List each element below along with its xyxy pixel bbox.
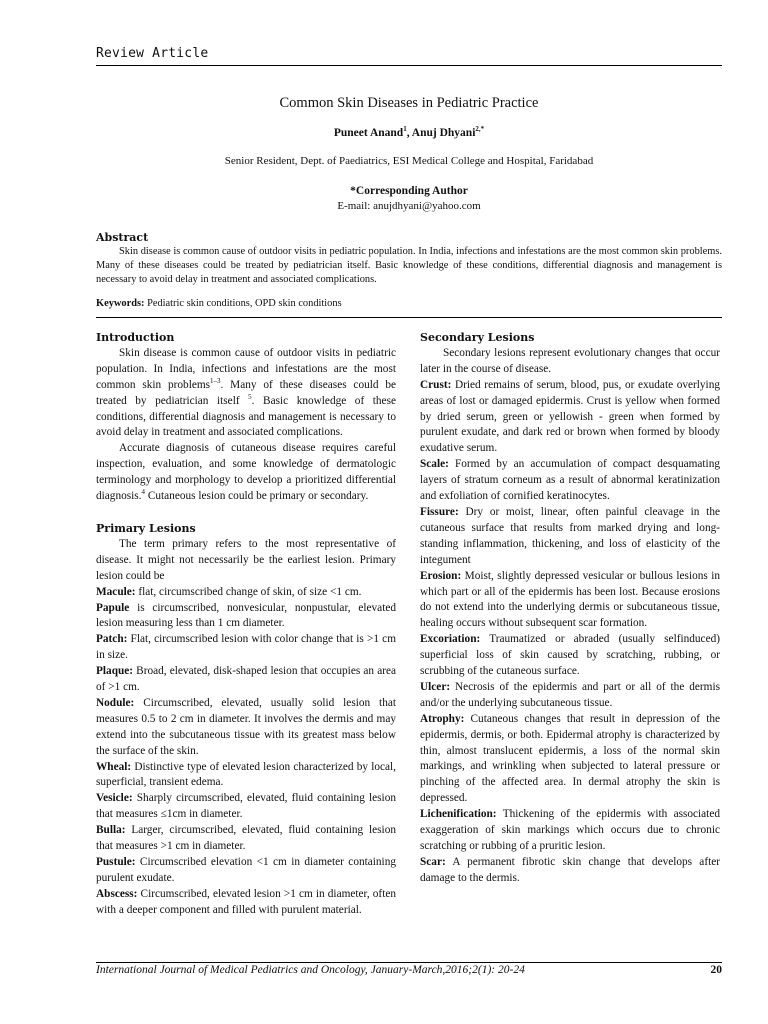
definition-item: Patch: Flat, circumscribed lesion with color change that is >1 cm in size. xyxy=(96,633,396,662)
author-1: Puneet Anand xyxy=(333,127,404,139)
definition-item: Scale: Formed by an accumulation of compact desquamating layers of stratum corneum as a result of abnormal keratinization and exfoliation of cornified keratinocytes. xyxy=(420,458,720,503)
abstract-text: Skin disease is common cause of outdoor visits in pediatric population. In India, infections and infestations are the most common skin problems. Many of these diseases could be treated by pediatrician itself. Basic knowledge of these conditions, differential diagnosis and management is necessary to avoid delay in treatment and associated complications. xyxy=(96,246,722,285)
definition-item: Wheal: Distinctive type of elevated lesion characterized by local, superficial, transient edema. xyxy=(96,760,396,789)
author-1-affiliation: 1 xyxy=(403,125,407,134)
definition-item: Macule: flat, circumscribed change of skin, of size <1 cm. xyxy=(96,585,362,598)
article-type-label: Review Article xyxy=(96,46,209,61)
journal-citation: International Journal of Medical Pediatrics and Oncology, January-March,2016;2(1): 20-24 xyxy=(96,964,525,976)
primary-lesions-intro: The term primary refers to the most representative of disease. It might not necessarily be the earliest lesion. Primary lesion could be xyxy=(96,537,396,582)
definition-item: Vesicle: Sharply circumscribed, elevated, fluid containing lesion that measures ≤1cm in diameter. xyxy=(96,792,396,821)
definition-item: Erosion: Moist, slightly depressed vesicular or bullous lesions in which part or all of the epidermis has been lost. Because erosions do not extend into the underlying dermis or subcutaneous tissue, healing occurs without subsequent scar formation. xyxy=(420,569,720,630)
definition-item: Papule is circumscribed, nonvesicular, nonpustular, elevated lesion measuring less than 1 cm diameter. xyxy=(96,601,396,630)
introduction-paragraph-2: Accurate diagnosis of cutaneous disease requires careful inspection, evaluation, and some knowledge of dermatologic terminology and morphology to develop a prioritized differential diagnosis.$^4$ Cutaneous lesion could be primary or secondary. xyxy=(96,442,396,503)
secondary-lesions-heading: Secondary Lesions xyxy=(420,331,535,344)
secondary-lesions-intro: Secondary lesions represent evolutionary changes that occur later in the course of disease. xyxy=(420,346,720,375)
page-number: 20 xyxy=(710,964,722,976)
affiliation: Senior Resident, Dept. of Paediatrics, ESI Medical College and Hospital, Faridabad xyxy=(224,155,594,167)
definition-item: Bulla: Larger, circumscribed, elevated, fluid containing lesion that measures >1 cm in diameter. xyxy=(96,824,396,853)
definition-item: Crust: Dried remains of serum, blood, pus, or exudate overlying areas of lost or damaged epidermis. Crust is yellow when formed by dried serum, green or yellowish - green when formed by purulent exudate, and dark red or brown when formed by bloody exudative serum. xyxy=(420,378,720,455)
abstract-heading: Abstract xyxy=(96,231,149,244)
keywords xyxy=(96,298,342,309)
footer-rule xyxy=(96,962,722,963)
introduction-heading: Introduction xyxy=(96,331,175,344)
definition-item: Abscess: Circumscribed, elevated lesion >1 cm in diameter, often with a deeper component and filled with purulent material. xyxy=(96,887,396,916)
definition-item: Pustule: Circumscribed elevation <1 cm in diameter containing purulent exudate. xyxy=(96,856,396,884)
left-column xyxy=(96,330,396,919)
author-line xyxy=(96,127,722,139)
primary-lesions-heading: Primary Lesions xyxy=(96,521,196,535)
definition-item: Fissure: Dry or moist, linear, often painful cleavage in the cutaneous surface that results from marked drying and long-standing inflammation, thickening, and loss of elasticity of the integument xyxy=(420,505,720,566)
definition-item: Lichenification: Thickening of the epidermis with associated exaggeration of skin markings which occurs due to chronic scratching or rubbing of a pruritic lesion. xyxy=(420,808,720,852)
definition-item: Ulcer: Necrosis of the epidermis and part or all of the dermis and/or the underlying subcutaneous tissue. xyxy=(420,680,720,709)
definition-item: Excoriation: Traumatized or abraded (usually selfinduced) superficial loss of skin caused by scratching, rubbing, or scrubbing of the cutaneous surface. xyxy=(420,633,720,678)
article-title: Common Skin Diseases in Pediatric Practice xyxy=(279,95,539,111)
definition-item: Nodule: Circumscribed, elevated, usually solid lesion that measures 0.5 to 2 cm in diameter. It involves the dermis and may extend into the subcutaneous tissue with its greatest mass below the surface of the skin. xyxy=(96,696,396,757)
definition-item: Scar: A permanent fibrotic skin change that develops after damage to the dermis. xyxy=(420,855,720,884)
corresponding-email: E-mail: anujdhyani@yahoo.com xyxy=(337,200,481,212)
keywords-text: Pediatric skin conditions, OPD skin conditions xyxy=(144,298,342,309)
definition-item: Atrophy: Cutaneous changes that result in depression of the epidermis, dermis, or both. Epidermal atrophy is characterized by thin, almost translucent epidermis, a loss of the normal skin markings, and wrinkling when subjected to lateral pressure or pinching of the affected area. In dermal atrophy the skin is depressed. xyxy=(420,712,720,805)
author-2-affiliation: 2,* xyxy=(475,125,485,134)
introduction-paragraph-1: Skin disease is common cause of outdoor visits in pediatric population. In India, infections and infestations are the most common skin problems$^{1-3}$. Many of these diseases could be treated by pediatrician itself $^5$. Basic knowledge of these conditions, differential diagnosis and management is necessary to avoid delay in treatment and associated complications. xyxy=(96,346,397,439)
keywords-label: Keywords: xyxy=(96,298,145,309)
right-column xyxy=(420,330,720,887)
header-rule xyxy=(96,65,722,66)
abstract-rule xyxy=(96,317,722,318)
corresponding-author-label: *Corresponding Author xyxy=(350,185,468,197)
author-2: , Anuj Dhyani xyxy=(406,127,476,139)
definition-item: Plaque: Broad, elevated, disk-shaped lesion that occupies an area of >1 cm. xyxy=(96,665,396,694)
